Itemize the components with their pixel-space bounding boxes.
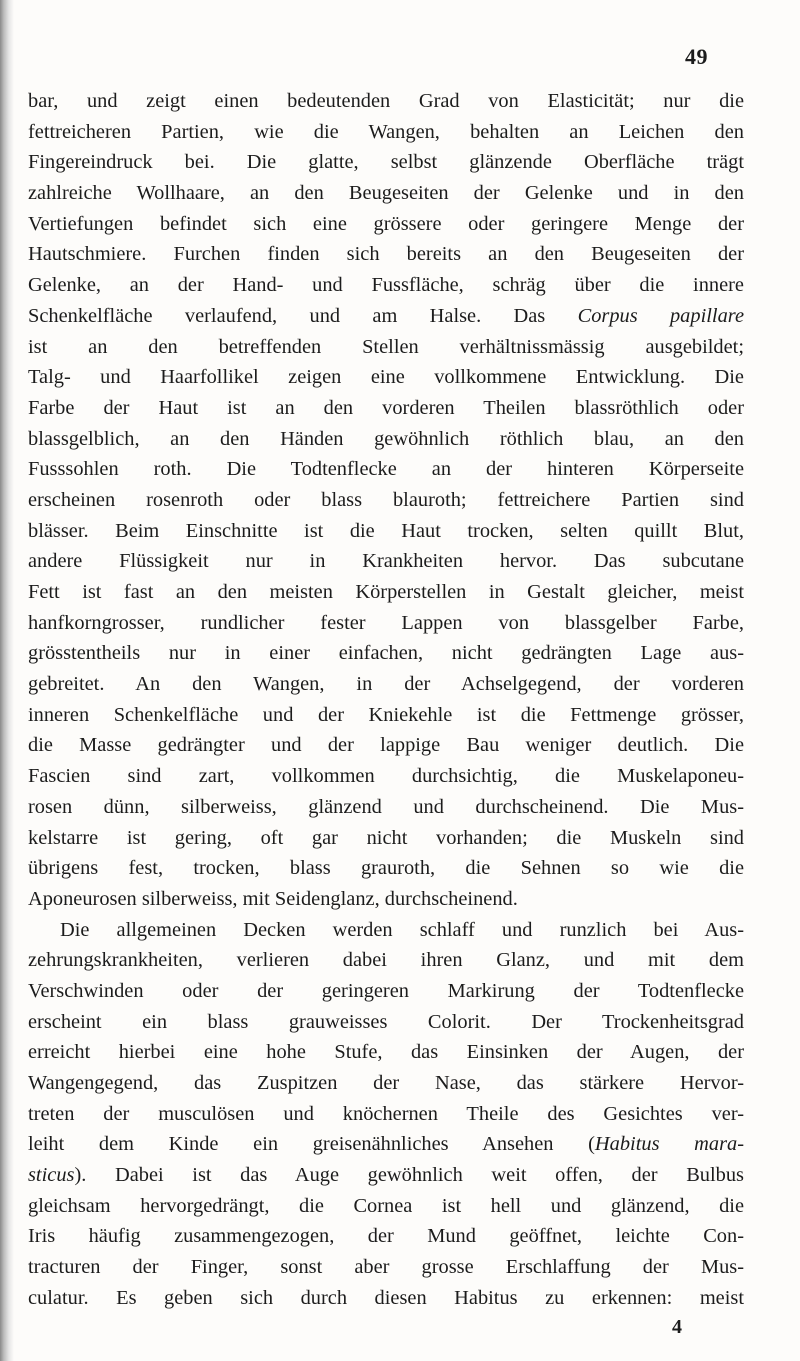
text-line: leiht dem Kinde ein greisenähnliches Ansehen (Habitus mara- [28,1133,744,1156]
text-line: Fett ist fast an den meisten Körperstellen in Gestalt gleicher, meist [28,581,744,603]
text-line: inneren Schenkelfläche und der Kniekehle ist die Fettmenge grösser, [28,703,744,726]
text-line: Gelenke, an der Hand- und Fussfläche, schräg über die innere [28,274,744,297]
text-line: Farbe der Haut ist an den vorderen Theilen blassröthlich oder [28,396,744,419]
paragraph-2 [28,915,744,1314]
latin-term: sticus [28,1164,75,1187]
text-line: bar, und zeigt einen bedeutenden Grad von Elasticität; nur die [28,90,744,112]
latin-term: Corpus papillare [577,304,744,327]
page-number: 49 [685,44,708,69]
text-line: gleichsam hervorgedrängt, die Cornea ist hell und glänzend, die [28,1194,744,1217]
text-line: Aponeurosen silberweiss, mit Seidenglanz, durchscheinend. [28,887,518,910]
text-line: grösstentheils nur in einer einfachen, nicht gedrängten Lage aus- [28,642,744,665]
text-line: Die allgemeinen Decken werden schlaff und runzlich bei Aus- [60,918,744,941]
text-line: gebreitet. An den Wangen, in der Achselgegend, der vorderen [28,673,744,696]
text-line: Fascien sind zart, vollkommen durchsichtig, die Muskelaponeu- [28,765,744,788]
page-binding-edge [0,0,14,1361]
body-text [28,86,744,1314]
text-line: culatur. Es geben sich durch diesen Habitus zu erkennen: meist [28,1286,744,1309]
text-line: Hautschmiere. Furchen finden sich bereits an den Beugeseiten der [28,243,744,266]
text-line: treten der musculösen und knöchernen Theile des Gesichtes ver- [28,1102,744,1125]
text-line: Fusssohlen roth. Die Todtenflecke an der hinteren Körperseite [28,458,744,481]
text-line: andere Flüssigkeit nur in Krankheiten hervor. Das subcutane [28,550,744,573]
text-line: Verschwinden oder der geringeren Markirung der Todtenflecke [28,979,744,1002]
text-line: Fingereindruck bei. Die glatte, selbst glänzende Oberfläche trägt [28,151,744,174]
text-line: blässer. Beim Einschnitte ist die Haut trocken, selten quillt Blut, [28,519,744,542]
text-line: Talg- und Haarfollikel zeigen eine vollkommene Entwicklung. Die [28,366,744,389]
text-line: fettreicheren Partien, wie die Wangen, behalten an Leichen den [28,120,744,143]
text-line: übrigens fest, trocken, blass grauroth, die Sehnen so wie die [28,857,744,880]
text-line: Vertiefungen befindet sich eine grössere oder geringere Menge der [28,212,744,235]
text-line: erscheint ein blass grauweisses Colorit. Der Trockenheitsgrad [28,1010,744,1033]
text-line: ist an den betreffenden Stellen verhältnissmässig ausgebildet; [28,335,744,358]
latin-term: Habitus mara- [594,1133,744,1156]
text-line: zehrungskrankheiten, verlieren dabei ihren Glanz, und mit dem [28,949,744,972]
text-line: die Masse gedrängter und der lappige Bau weniger deutlich. Die [28,734,744,757]
text-line: Wangengegend, das Zuspitzen der Nase, das stärkere Hervor- [28,1072,744,1094]
text-line: Iris häufig zusammengezogen, der Mund geöffnet, leichte Con- [28,1225,744,1248]
text-line: rosen dünn, silberweiss, glänzend und durchscheinend. Die Mus- [28,795,744,818]
text-line: blassgelblich, an den Händen gewöhnlich röthlich blau, an den [28,427,744,450]
text-line: zahlreiche Wollhaare, an den Beugeseiten der Gelenke und in den [28,182,744,205]
text-line: Schenkelfläche verlaufend, und am Halse. Das Corpus papillare [28,304,744,327]
paragraph-1 [28,86,744,915]
text-line: erreicht hierbei eine hohe Stufe, das Einsinken der Augen, der [28,1041,744,1064]
text-line: erscheinen rosenroth oder blass blauroth; fettreichere Partien sind [28,488,744,511]
text-line: sticus). Dabei ist das Auge gewöhnlich weit offen, der Bulbus [28,1164,744,1187]
text-line: kelstarre ist gering, oft gar nicht vorhanden; die Muskeln sind [28,826,744,849]
text-line: tracturen der Finger, sonst aber grosse Erschlaffung der Mus- [28,1256,744,1279]
text-line: hanfkorngrosser, rundlicher fester Lappen von blassgelber Farbe, [28,611,744,634]
signature-mark: 4 [672,1316,682,1338]
